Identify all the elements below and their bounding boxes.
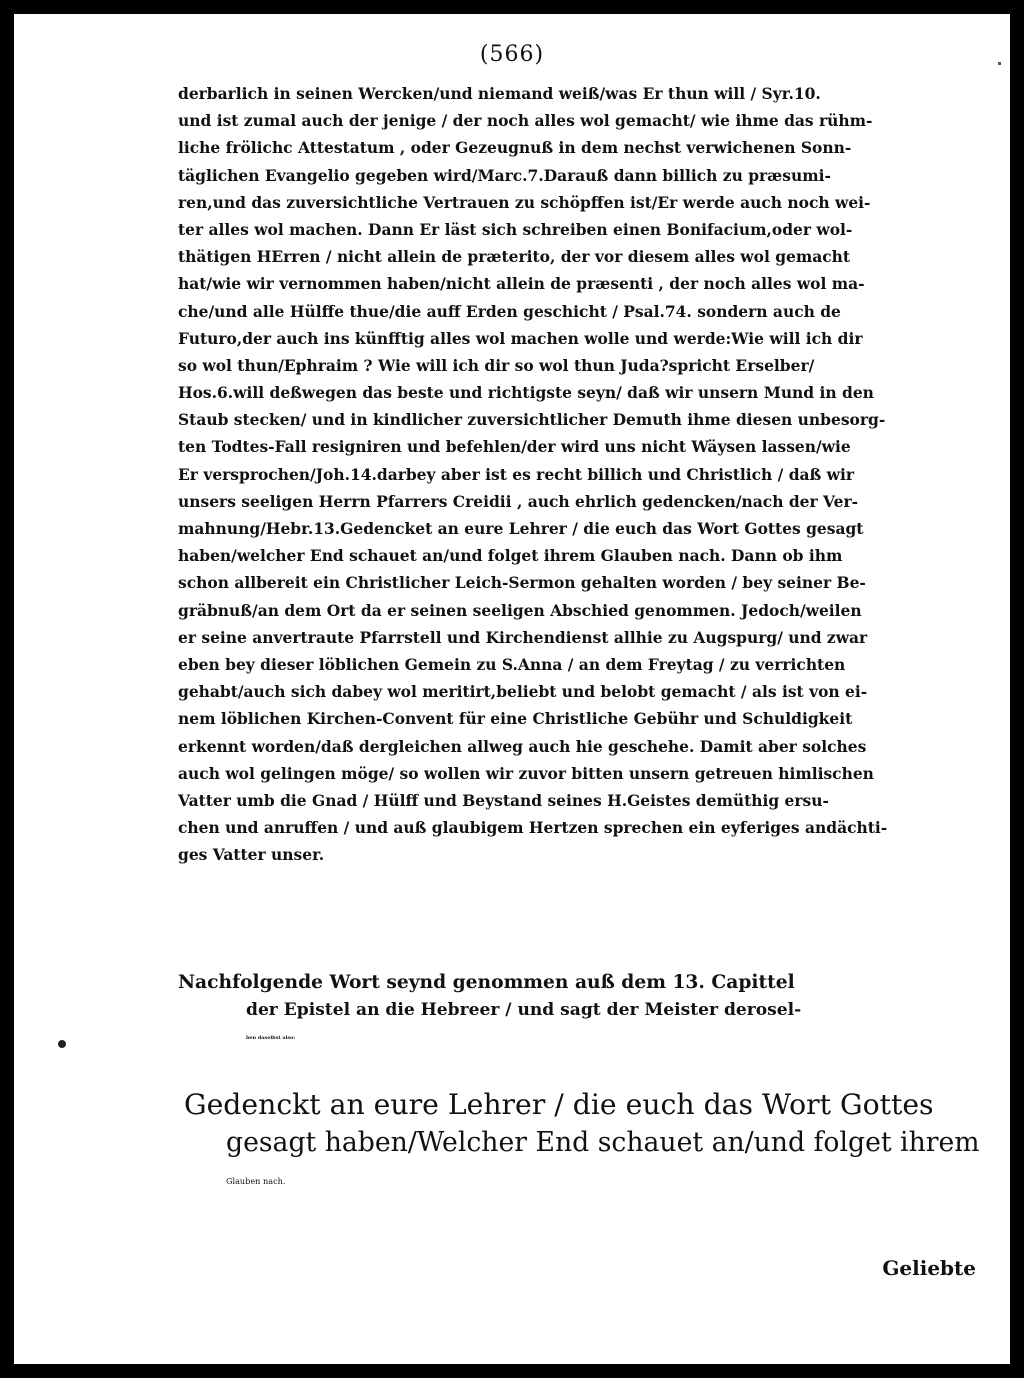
text-heading [178,968,988,1052]
body-text-line: Staub stecken/ und in kindlicher zuversichtlicher Demuth ihme diesen unbesorg- [178,410,886,430]
body-text-line: und ist zumal auch der jenige / der noch alles wol gemacht/ wie ihme das rühm- [178,111,873,131]
page-number: (566) [479,42,545,67]
margin-ink-mark [58,1040,66,1048]
body-text-line: haben/welcher End schauet an/und folget ihrem Glauben nach. Dann ob ihm [178,546,843,566]
body-text-line: täglichen Evangelio gegeben wird/Marc.7.Darauß dann billich zu præsumi- [178,165,831,185]
body-text-line: schon allbereit ein Christlicher Leich-Sermon gehalten worden / bey seiner Be- [178,573,866,593]
catchword: Geliebte [882,1256,976,1280]
body-text-line: Er versprochen/Joh.14.darbey aber ist es recht billich und Christlich / daß wir [178,464,855,484]
body-text-line: gehabt/auch sich dabey wol meritirt,beliebt und belobt gemacht / als ist von ei- [178,682,868,702]
body-text-line: gräbnuß/an dem Ort da er seinen seeligen Abschied genommen. Jedoch/weilen [178,600,862,620]
body-text-line: auch wol gelingen möge/ so wollen wir zuvor bitten unsern getreuen himlischen [178,763,874,783]
body-text-line: ges Vatter unser. [178,845,325,865]
scripture-line: Gedenckt an eure Lehrer / die euch das Wort Gottes [184,1088,934,1121]
scripture-quote [184,1086,984,1200]
body-text-line: eben bey dieser löblichen Gemein zu S.Anna / an dem Freytag / zu verrichten [178,654,846,674]
body-text-line: chen und anruffen / und auß glaubigem Hertzen sprechen ein eyferiges andächti- [178,818,888,838]
body-text-line: thätigen HErren / nicht allein de præterito, der vor diesem alles wol gemacht [178,247,851,267]
body-text-line: mahnung/Hebr.13.Gedencket an eure Lehrer / die euch das Wort Gottes gesagt [178,519,864,538]
heading-line: Nachfolgende Wort seynd genommen auß dem 13. Capittel [178,971,795,993]
body-text-line: ten Todtes-Fall resigniren und befehlen/der wird uns nicht Wäysen lassen/wie [178,437,851,457]
body-text-line: ter alles wol machen. Dann Er läst sich schreiben einen Bonifacium,oder wol- [178,219,853,239]
heading-line: ben daselbst also: [246,1035,296,1041]
heading-line: der Epistel an die Hebreer / und sagt der Meister derosel- [246,1000,802,1020]
body-text-line: so wol thun/Ephraim ? Wie will ich dir so wol thun Juda?spricht Erselber/ [178,355,815,375]
body-text-line: ren,und das zuversichtliche Vertrauen zu schöpffen ist/Er werde auch noch wei- [178,192,871,212]
sermon-body-text [178,80,984,868]
body-text-line: Hos.6.will deßwegen das beste und richtigste seyn/ daß wir unsern Mund in den [178,383,874,403]
body-text-line: derbarlich in seinen Wercken/und niemand weiß/was Er thun will / Syr.10. [178,84,821,103]
body-text-line: hat/wie wir vernommen haben/nicht allein de præsenti , der noch alles wol ma- [178,274,865,294]
body-text-line: er seine anvertraute Pfarrstell und Kirchendienst allhie zu Augspurg/ und zwar [178,627,868,647]
scripture-line: gesagt haben/Welcher End schauet an/und folget ihrem [226,1127,980,1158]
body-text-line: nem löblichen Kirchen-Convent für eine Christliche Gebühr und Schuldigkeit [178,709,853,729]
body-text-line: unsers seeligen Herrn Pfarrers Creidii , auch ehrlich gedencken/nach der Ver- [178,491,859,511]
scripture-line: Glauben nach. [226,1176,286,1186]
body-text-line: che/und alle Hülffe thue/die auff Erden geschicht / Psal.74. sondern auch de [178,301,841,321]
body-text-line: erkennt worden/daß dergleichen allweg auch hie geschehe. Damit aber solches [178,736,867,756]
body-text-line: liche frölichc Attestatum , oder Gezeugnuß in dem nechst verwichenen Sonn- [178,138,852,158]
body-text-line: Futuro,der auch ins künfftig alles wol machen wolle und werde:Wie will ich dir [178,328,863,348]
body-text-line: Vatter umb die Gnad / Hülff und Beystand seines H.Geistes demüthig ersu- [178,790,829,810]
